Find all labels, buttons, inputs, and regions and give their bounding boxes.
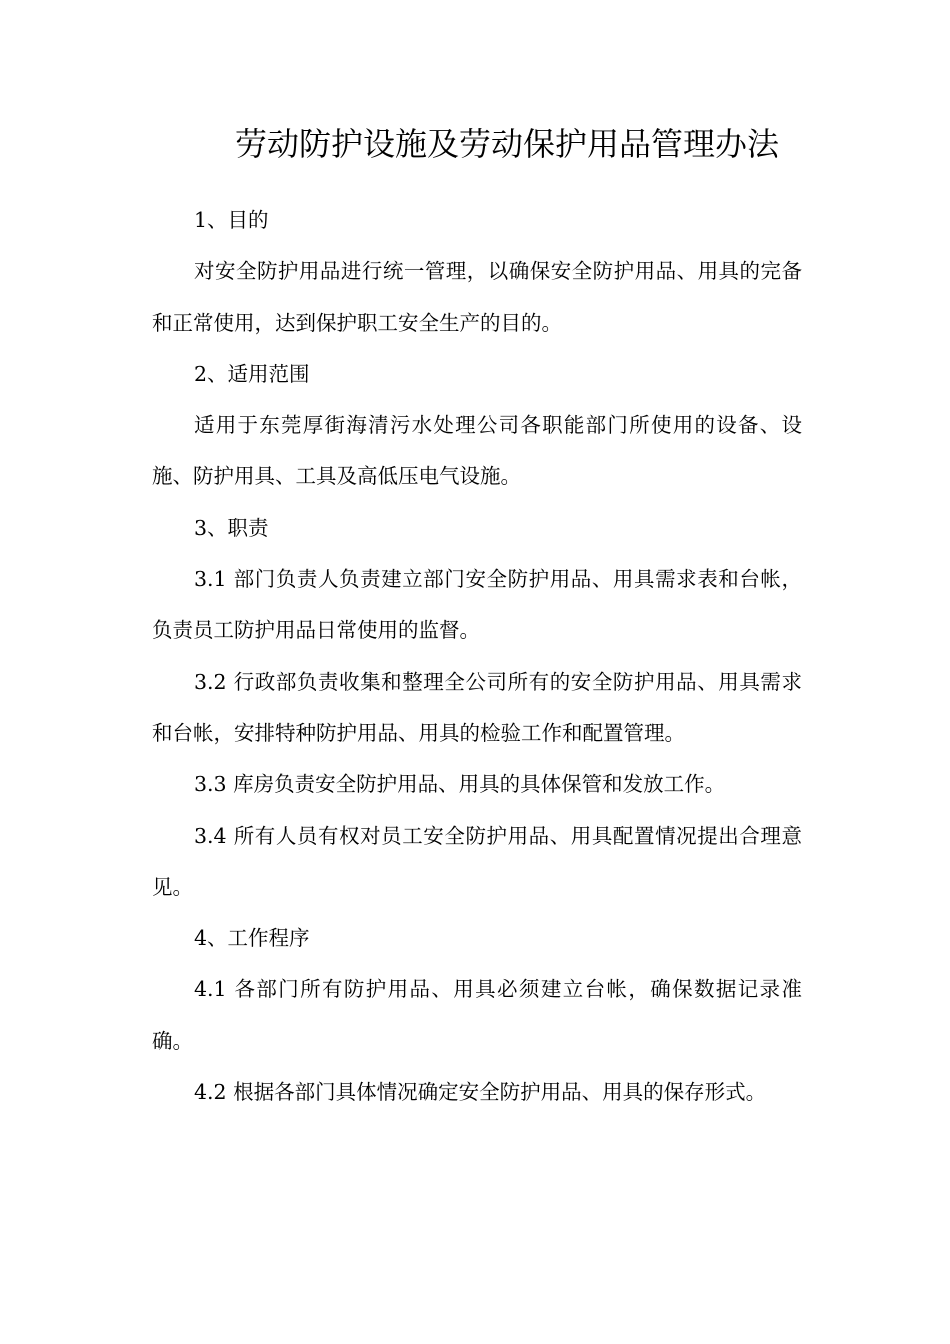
section-heading-purpose: 1、目的: [194, 208, 269, 232]
document-body: [152, 195, 802, 1118]
paragraph-procedure-4-2: 4.2 根据各部门具体情况确定安全防护用品、用具的保存形式。: [194, 1080, 767, 1105]
section-heading-duties: 3、职责: [194, 515, 269, 540]
section-heading-scope: 2、适用范围: [194, 361, 310, 386]
paragraph-duty-3-1: 3.1 部门负责人负责建立部门安全防护用品、用具需求表和台帐，负责员工防护用品日常使用的监督。: [152, 567, 802, 643]
paragraph-duty-3-4: 3.4 所有人员有权对员工安全防护用品、用具配置情况提出合理意见。: [152, 823, 802, 899]
section-heading-procedure: 4、工作程序: [194, 926, 310, 951]
document-title: 劳动防护设施及劳动保护用品管理办法: [234, 125, 779, 163]
paragraph-purpose: 对安全防护用品进行统一管理，以确保安全防护用品、用具的完备和正常使用，达到保护职工安全生产的目的。: [152, 259, 802, 335]
paragraph-scope: 适用于东莞厚街海清污水处理公司各职能部门所使用的设备、设施、防护用具、工具及高低压电气设施。: [152, 413, 802, 489]
paragraph-duty-3-2: 3.2 行政部负责收集和整理全公司所有的安全防护用品、用具需求和台帐，安排特种防护用品、用具的检验工作和配置管理。: [152, 669, 802, 745]
paragraph-duty-3-3: 3.3 库房负责安全防护用品、用具的具体保管和发放工作。: [194, 772, 726, 797]
paragraph-procedure-4-1: 4.1 各部门所有防护用品、用具必须建立台帐，确保数据记录准确。: [152, 977, 802, 1053]
